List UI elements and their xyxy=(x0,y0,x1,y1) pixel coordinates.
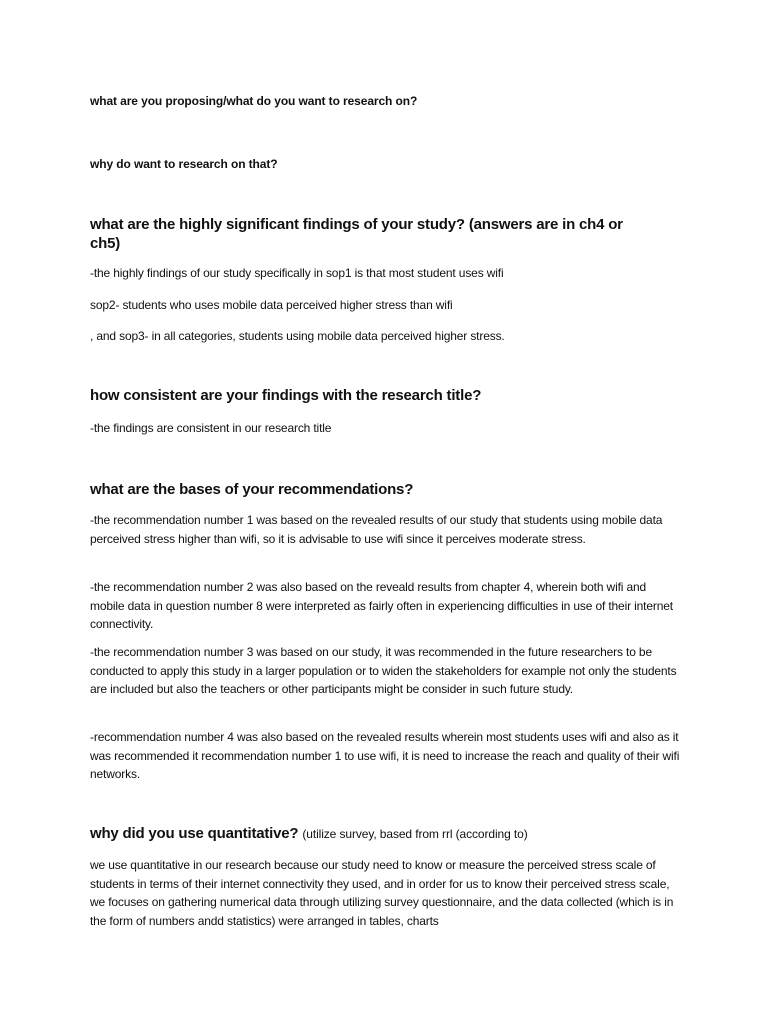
quantitative-answer: we use quantitative in our research because our study need to know or measure the perceived stress scale of students in terms of their internet connectivity they used, and in order for us to know their perceived stress scale, we focuses on gathering numerical data through utilizing survey questionnaire, and the data collected (which is in the form of numbers andd statistics) were arranged in tables, charts xyxy=(90,858,674,928)
recommendation-answer-1: -the recommendation number 1 was based on the revealed results of our study that students using mobile data perceived stress higher than wifi, so it is advisable to use wifi since it perceives moderate stress. xyxy=(90,513,663,546)
findings-answer-3: , and sop3- in all categories, students using mobile data perceived higher stress. xyxy=(90,329,505,343)
recommendation-answer-3: -the recommendation number 3 was based on our study, it was recommended in the future researchers to be conducted to apply this study in a larger population or to widen the stakeholders for example not only the students are included but also the teachers or other participants might be consider in such future study. xyxy=(90,645,677,696)
question-significant-findings xyxy=(90,215,623,253)
question-significant-findings-line2: ch5) xyxy=(90,235,121,252)
findings-answer-2: sop2- students who uses mobile data perceived higher stress than wifi xyxy=(90,298,453,312)
question-why-research: why do want to research on that? xyxy=(90,157,278,171)
question-quantitative-title: why did you use quantitative? xyxy=(90,825,299,842)
findings-answer-1: -the highly findings of our study specifically in sop1 is that most student uses wifi xyxy=(90,266,504,280)
question-consistency: how consistent are your findings with the research title? xyxy=(90,387,482,404)
question-quantitative xyxy=(90,824,528,844)
question-quantitative-hint: (utilize survey, based from rrl (according to) xyxy=(302,827,528,841)
recommendation-answer-2: -the recommendation number 2 was also based on the reveald results from chapter 4, wherein both wifi and mobile data in question number 8 were interpreted as fairly often in experiencing difficulties in use of their internet connectivity. xyxy=(90,580,673,631)
recommendation-answer-4: -recommendation number 4 was also based on the revealed results wherein most students uses wifi and also as it was recommended it recommendation number 1 to use wifi, it is need to increase the reach and quality of their wifi networks. xyxy=(90,730,680,781)
question-proposal: what are you proposing/what do you want to research on? xyxy=(90,94,418,108)
consistency-answer: -the findings are consistent in our research title xyxy=(90,421,332,435)
question-recommendation-bases: what are the bases of your recommendations? xyxy=(90,481,414,498)
question-significant-findings-line1: what are the highly significant findings of your study? (answers are in ch4 or xyxy=(90,216,623,233)
